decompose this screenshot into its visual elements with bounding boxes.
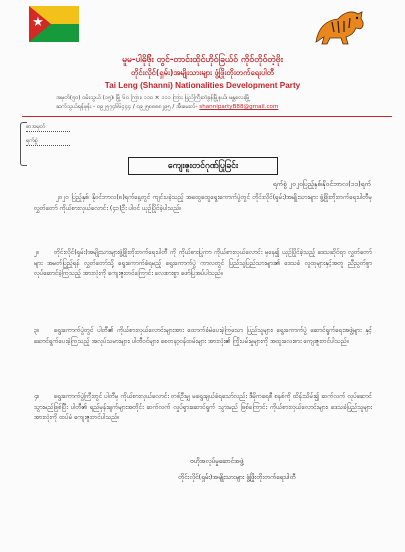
party-name-burmese-2: တိုင်းလိုင်(ရှမ်း)အမျိုးသားများ ဖွံ့ဖြိုးတိုးတက်ရေးပါတီ: [130, 68, 275, 77]
party-address: [56, 94, 376, 112]
tiger-logo-icon: [312, 6, 366, 48]
party-flag-icon: ★: [29, 6, 79, 42]
address-line-2: [56, 103, 376, 112]
paragraph-2: [34, 248, 372, 312]
contact-phones: ဆက်သွယ်ရန်ဖုန်း - ၀၉၂၅၇၄၆၆၄၄၄ / ၀၉၂၅၈၈၈၈၂၉၅ / အီးမေးလ်-: [56, 104, 198, 110]
party-name-burmese-1: မူမ-ပါဓို၆ိုး တွင်-တာင်းထိုၚ်ဟိုဝ်ခြယ်ဝ် ကိုဝ်တိုဝ်တဲ့ဗိုး: [122, 55, 283, 65]
email-link[interactable]: shannipartyB88@gmail.com: [199, 104, 279, 110]
letter-title: ကျေးဇူးတင်ဂုဏ်ပြုခြင်း: [128, 157, 278, 175]
paragraph-2-text: တိုင်းလိုင်(ရှမ်း)အမျိုးသားများဖွံ့ဖြိုးတိုးတက်ရေးပါတီ ကို ကိုယ်စားပြုကာ ကိုယ်စားလှယ်လောင်း မှနေ၍ ယှဉ်ပြိုင်ခဲ့သည့် ဒေသဆိုင်ရာ လွှတ်တော်များ အမတ်ပြည့်ရန် လွှတ်တော်သို့ ရွေးကောက်ခံရမည့် ရွေးကောက်ပွဲ ကာလတွင် ပြည်သူပြည်သားများ၏ ဒေသခံ လူထုများနှင့်အတူ ညီညွတ်စွာ လုပ်ဆောင်ခဲ့ကြသည့် အားလုံးကို ကျေးဇူးတင်ကြောင်း လေးစားစွာ ဖော်ပြအပ်ပါသည်။: [34, 249, 372, 278]
letter-date: ရက်စွဲ ၂၀၂၀ပြည့်နှစ်၊နိုဝင်ဘာလ(၁၁)ရက်: [272, 180, 371, 188]
reference-block: [26, 122, 70, 150]
header-divider: [22, 116, 392, 117]
paragraph-1: [34, 193, 372, 236]
paragraph-4-text: ရွေးကောက်ပွဲကြီးတွင် ပါတီမှ ကိုယ်စားလှယ်လောင်း တစ်ဦးမျှ မရွေးချယ်ခံရသော်လည်း ဒီမိုကရေစီ စနစ်ကို ထိန်းသိမ်း၍ ဆက်လက် လုပ်ဆောင်သွားမည်ဖြစ်ပြီး ပါတီ၏ ရည်မှန်းချက်များအတိုင်း ဆက်လက် လှုပ်ရှားဆောင်ရွက် သွားမည် ဖြစ်ကြောင်း ကိုယ်စားလှယ်လောင်းများ၊ ဒေသခံပြည်သူများ အားလုံးကို ထပ်မံ ကျေးဇူးတင်ပါသည်။: [34, 393, 372, 422]
party-name-english: Tai Leng (Shanni) Nationalities Development Party: [104, 81, 301, 90]
paragraph-2-number: ၂။: [34, 249, 39, 256]
paragraph-1-text: ၂၀၂၀ ပြည့်နှစ်၊ နိုဝင်ဘာလ(၈)ရက်နေ့တွင် ကျင်းပခဲ့သည့် အထွေထွေရွေးကောက်ပွဲတွင် တိုင်းလိုင်(ရှမ်း)အမျိုးသားများ ဖွံ့ဖြိုးတိုးတက်ရေးပါတီမှ လွှတ်တော် ကိုယ်စားလှယ်လောင်း (၄၁)ဦး ပါဝင် ယှဉ်ပြိုင်ခဲ့ပါသည်။: [34, 194, 372, 212]
letter-number-label: စာအမှတ်: [26, 122, 70, 132]
closing-committee: ဗဟိုအလုပ်မှုဆောင်အဖွဲ့: [190, 458, 244, 465]
paragraph-4: [34, 392, 372, 446]
signature-party-name: တိုင်းလိုင်(ရှမ်း)အမျိုးသားများ ဖွံ့ဖြိုးတိုးတက်ရေးပါတီ: [178, 474, 296, 481]
paragraph-3-text: ရွေးကောက်ပွဲတွင် ပါတီ၏ ကိုယ်စားလှယ်လောင်းများအား ထောက်ခံမဲပေးခဲ့ကြသော ပြည်သူများ၊ ရွေးကောက်ပွဲ ဆောင်ရွက်ရေးအဖွဲ့များ နှင့် ဆောင်ရွက်ပေးခဲ့ကြသည့် အလုပ်သမားများ၊ ပါတီဝင်များ၊ စေတနာ့ဝန်ထမ်းများ အားလုံး၏ ကြိုးပမ်းမှုများကို အထူးလေးစား ကျေးဇူးတင်ပါသည်။: [34, 327, 372, 345]
paragraph-3-number: ၃။: [34, 327, 40, 334]
letter-date-label: ရက်စွဲ: [26, 136, 70, 146]
paragraph-4-number: ၄။: [34, 393, 40, 400]
paragraph-3: [34, 326, 372, 378]
address-line-1: အမှတ်(၅၀) ဝမ်းသွယ် (၁၅)၊ မြို့ ၆၀ ကြား၊ ၁၁၀ × ၁၁၁ ကြား ပြည်ကြီးတံခွန်မြို့နယ်၊ မန္တလေးမြို့: [56, 95, 251, 101]
